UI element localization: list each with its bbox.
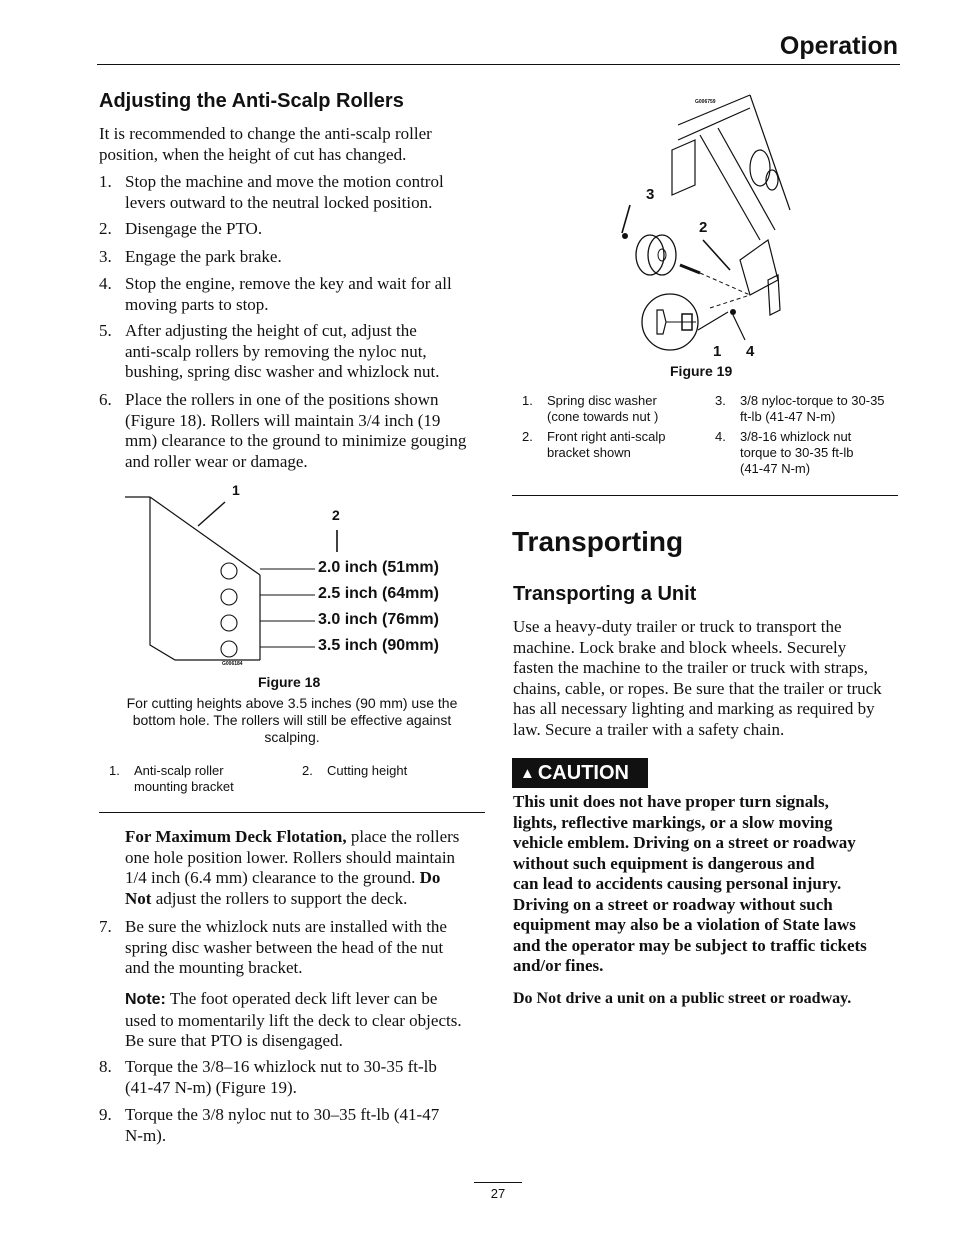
caption-line: For cutting heights above 3.5 inches (90 mm) use the (126, 695, 458, 711)
callout-3-leader (622, 205, 630, 233)
caution-final-line: Do Not drive a unit on a public street or roadway. (513, 990, 852, 1007)
flotation-bold: Do (419, 868, 441, 887)
section-heading-anti-scalp: Adjusting the Anti-Scalp Rollers (99, 90, 404, 112)
step-line: Disengage the PTO. (125, 219, 263, 238)
flotation-text: 1/4 inch (6.4 mm) clearance to the ground. (125, 868, 420, 887)
figure-18-caption (99, 695, 485, 746)
step-line: mm) clearance to the ground to minimize gouging (125, 431, 467, 450)
frame-line (750, 95, 790, 210)
note-label: Note: (125, 991, 166, 1008)
bracket-slope (150, 497, 260, 575)
height-label: 3.5 inch (90mm) (318, 637, 439, 654)
legend-number: 4. (715, 429, 726, 444)
note-text: Be sure that PTO is disengaged. (125, 1031, 343, 1050)
roller-hole (221, 563, 237, 579)
caution-label: CAUTION (537, 762, 629, 784)
intro-line: It is recommended to change the anti-scalp roller (99, 124, 432, 143)
step-number: 1. (99, 172, 112, 191)
frame-hole (750, 150, 770, 186)
fig18-code: G006184 (222, 661, 243, 667)
assembly-path (700, 273, 750, 295)
bracket-outline (150, 497, 260, 660)
footer-rule (474, 1182, 522, 1183)
legend-line: bracket shown (547, 445, 631, 460)
caption-line: bottom hole. The rollers will still be effective against (132, 712, 452, 728)
bolt (680, 265, 700, 273)
roller-face (648, 235, 676, 275)
caution-line: without such equipment is dangerous and (513, 853, 815, 873)
page-number: 27 (490, 1186, 506, 1201)
flotation-paragraph (125, 827, 495, 909)
height-label: 3.0 inch (76mm) (318, 611, 439, 628)
caution-line: lights, reflective markings, or a slow moving (513, 812, 833, 832)
caution-line: can lead to accidents causing personal injury. (513, 874, 842, 893)
step-number: 4. (99, 274, 112, 293)
fig19-callout-1: 1 (713, 343, 722, 360)
height-label: 2.0 inch (51mm) (318, 559, 439, 576)
step-line: moving parts to stop. (125, 294, 269, 314)
nut-3 (622, 233, 628, 239)
intro-line: position, when the height of cut has changed. (99, 144, 407, 164)
subheading-transporting-unit: Transporting a Unit (513, 583, 697, 605)
legend-line: torque to 30-35 ft-lb (740, 445, 854, 460)
caution-line: and/or fines. (513, 956, 604, 975)
flotation-text: place the rollers (346, 827, 460, 846)
callout-4-leader (733, 315, 745, 340)
caution-line: and the operator may be subject to traffic tickets (513, 935, 867, 955)
step-line: Place the rollers in one of the positions shown (125, 390, 439, 409)
anti-scalp-bracket (740, 240, 778, 295)
legend-line: (41-47 N-m) (740, 461, 811, 476)
legend-line: ft-lb (41-47 N-m) (740, 409, 836, 424)
caution-line: equipment may also be a violation of State laws (513, 915, 856, 934)
legend-line: Spring disc washer (547, 393, 657, 408)
note-text: The foot operated deck lift lever can be (165, 989, 438, 1008)
fig19-callout-3: 3 (646, 186, 655, 203)
fig19-bottom-rule (512, 495, 898, 496)
step-number: 5. (99, 321, 112, 340)
paragraph-line: chains, cable, or ropes. Be sure that the trailer or truck (513, 678, 882, 698)
legend-line: 3/8 nyloc-torque to 30-35 (740, 393, 885, 408)
legend-number: 1. (522, 393, 533, 408)
step-line: After adjusting the height of cut, adjust the (125, 321, 417, 340)
callout-1-leader (698, 312, 728, 330)
legend-number: 2. (522, 429, 533, 444)
caution-text (513, 792, 903, 977)
caution-label-box (512, 758, 648, 788)
step-line: Be sure the whizlock nuts are installed with the (125, 917, 447, 936)
intro-paragraph (99, 124, 432, 165)
assembly-path (710, 295, 750, 308)
caution-line: This unit does not have proper turn signals, (513, 792, 829, 811)
fig19-callout-4: 4 (746, 343, 755, 360)
note-text: used to momentarily lift the deck to clear objects. (125, 1010, 462, 1030)
step-line: (41-47 N-m) (Figure 19). (125, 1077, 297, 1097)
step-number: 8. (99, 1057, 112, 1076)
washer-4 (730, 309, 736, 315)
step-line: spring disc washer between the head of the nut (125, 937, 444, 957)
note-paragraph (125, 989, 495, 1052)
caution-line: Driving on a street or roadway without such (513, 894, 833, 914)
paragraph-line: Use a heavy-duty trailer or truck to transport the (513, 617, 842, 636)
transport-paragraph (513, 617, 903, 740)
legend-line: Front right anti-scalp (547, 429, 666, 444)
legend-number: 1. (109, 763, 120, 778)
callout-1-leader (198, 502, 225, 526)
step-line: bushing, spring disc washer and whizlock nut. (125, 362, 440, 381)
fig18-callout-1: 1 (232, 482, 240, 498)
roller (636, 235, 664, 275)
legend-line: (cone towards nut ) (547, 409, 659, 424)
roller-hole (221, 641, 237, 657)
paragraph-line: machine. Lock brake and block wheels. Securely (513, 637, 847, 657)
callout-2-leader (703, 240, 730, 270)
header-rule (97, 64, 900, 65)
caption-line: scalping. (264, 729, 320, 745)
paragraph-line: law. Secure a trailer with a safety chain. (513, 719, 785, 739)
step-line: (Figure 18). Rollers will maintain 3/4 inch (19 (125, 410, 441, 430)
step-line: Stop the machine and move the motion control (125, 172, 444, 191)
legend-line: 3/8-16 whizlock nut (740, 429, 852, 444)
fig19-code: G006759 (695, 99, 716, 105)
bracket-plate (672, 140, 695, 195)
step-line: and roller wear or damage. (125, 451, 308, 471)
step-line: and the mounting bracket. (125, 958, 303, 977)
bracket-tab (768, 275, 780, 315)
step-number: 9. (99, 1105, 112, 1124)
step-number: 6. (99, 390, 112, 409)
step-line: N-m). (125, 1125, 167, 1145)
step-line: Torque the 3/8 nyloc nut to 30–35 ft-lb (41-47 (125, 1105, 440, 1124)
flotation-bold-lead: For Maximum Deck Flotation, (125, 827, 347, 846)
warning-triangle-icon: ▲ (520, 765, 535, 782)
step-line: Stop the engine, remove the key and wait for all (125, 274, 452, 293)
frame-line (678, 108, 750, 140)
figure-18-label: Figure 18 (258, 674, 321, 690)
flotation-text: one hole position lower. Rollers should maintain (125, 847, 456, 867)
step-number: 7. (99, 917, 112, 936)
fig19-callout-2: 2 (699, 219, 708, 236)
flotation-bold: Not (125, 888, 152, 908)
step-line: Torque the 3/8–16 whizlock nut to 30-35 ft-lb (125, 1057, 437, 1076)
legend-line: Cutting height (327, 763, 408, 778)
flotation-text: adjust the rollers to support the deck. (151, 888, 408, 908)
step-line: Engage the park brake. (125, 247, 282, 266)
caution-line: vehicle emblem. Driving on a street or roadway (513, 833, 856, 852)
legend-line: Anti-scalp roller (134, 763, 224, 778)
step-line: levers outward to the neutral locked position. (125, 192, 433, 212)
section-title-transporting: Transporting (512, 526, 684, 557)
legend-line: mounting bracket (134, 779, 234, 794)
roller-hole (221, 589, 237, 605)
fig18-callout-2: 2 (332, 507, 340, 523)
legend-number: 3. (715, 393, 726, 408)
figure-19-label: Figure 19 (670, 363, 733, 379)
fig18-bottom-rule (99, 812, 485, 813)
step-number: 3. (99, 247, 112, 266)
height-label: 2.5 inch (64mm) (318, 585, 439, 602)
legend-number: 2. (302, 763, 313, 778)
step-number: 2. (99, 219, 112, 238)
step-line: anti-scalp rollers by removing the nyloc nut, (125, 341, 427, 361)
page-header-title: Operation (779, 32, 898, 60)
roller-hub (658, 249, 666, 261)
paragraph-line: fasten the machine to the trailer or truck with straps, (513, 658, 868, 677)
roller-hole (221, 615, 237, 631)
paragraph-line: has all necessary lighting and marking as required by (513, 699, 875, 718)
